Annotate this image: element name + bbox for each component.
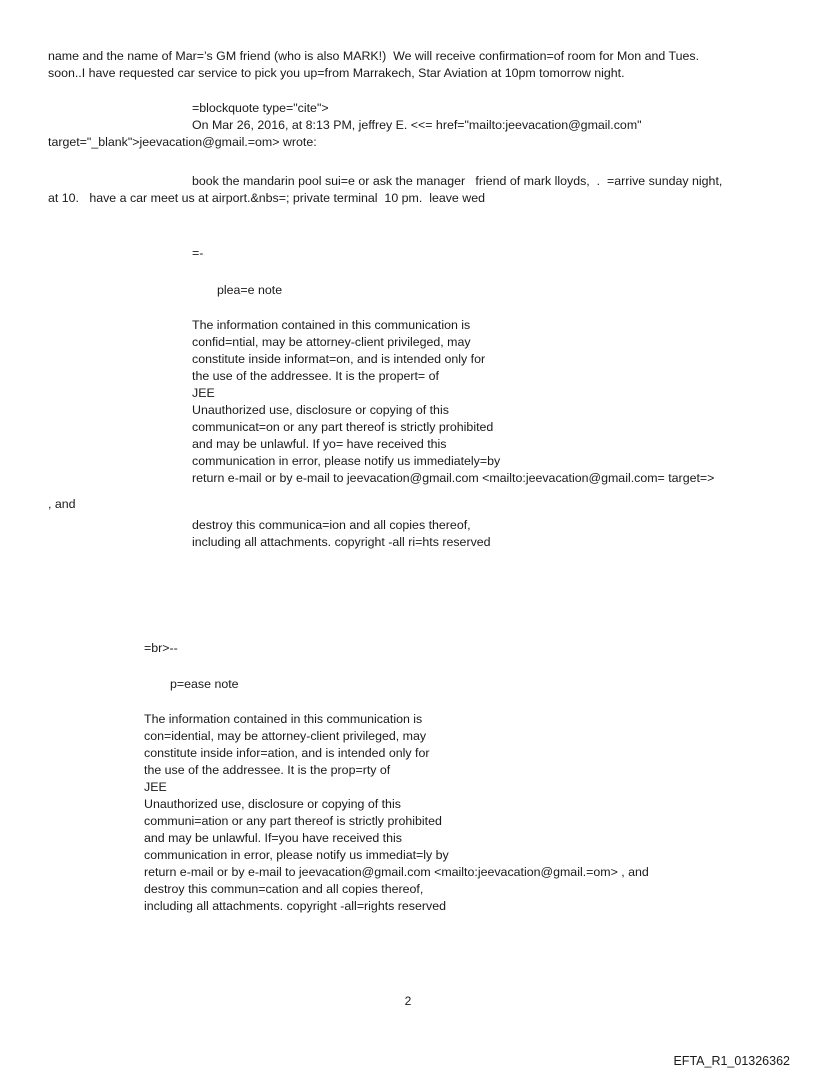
quote-attribution-line: On Mar 26, 2016, at 8:13 PM, jeffrey E. <<= href="mailto:jeevacation@gmail.com" [192,118,642,132]
inner-footer-note: plea=e note [217,283,283,297]
inner-footer-line: constitute inside informat=on, and is intended only for [192,352,486,366]
outer-footer-dash: =br>-- [144,641,178,655]
outer-footer-note: p=ease note [170,677,239,691]
inner-footer-line: return e-mail or by e-mail to jeevacation@gmail.com <mailto:jeevacation@gmail.com= target=> [192,471,715,485]
page-number: 2 [404,994,412,1008]
inner-footer-line: communicat=on or any part thereof is strictly prohibited [192,420,494,434]
quote-attribution-line: target="_blank">jeevacation@gmail.=om> wrote: [48,135,317,149]
outer-footer-line: communi=ation or any part thereof is strictly prohibited [144,814,442,828]
inner-footer-line: , and [48,497,76,511]
outer-footer-line: including all attachments. copyright -all=rights reserved [144,899,446,913]
inner-footer-line: The information contained in this communication is [192,318,471,332]
document-id: EFTA_R1_01326362 [673,1054,790,1068]
outer-footer-line: communication in error, please notify us immediat=ly by [144,848,449,862]
outer-footer-line: Unauthorized use, disclosure or copying of this [144,797,401,811]
inner-footer-dash: =- [192,246,204,260]
inner-footer-line: confid=ntial, may be attorney-client privileged, may [192,335,471,349]
outer-footer-line: and may be unlawful. If=you have received this [144,831,402,845]
outer-footer-line: destroy this commun=cation and all copies thereof, [144,882,424,896]
blockquote-tag-line: =blockquote type="cite"> [192,101,329,115]
outer-footer-line: con=idential, may be attorney-client privileged, may [144,729,427,743]
outer-footer-line: constitute inside infor=ation, and is intended only for [144,746,430,760]
outer-footer-line: JEE [144,780,167,794]
inner-footer-line: JEE [192,386,215,400]
intro-line: soon..I have requested car service to pick you up=from Marrakech, Star Aviation at 10pm tomorrow night. [48,66,625,80]
quoted-message-line: book the mandarin pool sui=e or ask the manager friend of mark lloyds, . =arrive sunday night, [192,174,723,188]
inner-footer-line: and may be unlawful. If yo= have received this [192,437,447,451]
outer-footer-line: return e-mail or by e-mail to jeevacation@gmail.com <mailto:jeevacation@gmail.=om> , and [144,865,649,879]
intro-line: name and the name of Mar=’s GM friend (who is also MARK!) We will receive confirmation=of room for Mon and Tues. [48,49,700,63]
outer-footer-line: The information contained in this communication is [144,712,423,726]
inner-footer-line: communication in error, please notify us immediately=by [192,454,501,468]
inner-footer-line: the use of the addressee. It is the propert= of [192,369,439,383]
inner-footer-line: destroy this communica=ion and all copies thereof, [192,518,471,532]
outer-footer-line: the use of the addressee. It is the prop=rty of [144,763,391,777]
inner-footer-line: including all attachments. copyright -all ri=hts reserved [192,535,491,549]
quoted-message-line: at 10. have a car meet us at airport.&nbs=; private terminal 10 pm. leave wed [48,191,485,205]
inner-footer-line: Unauthorized use, disclosure or copying of this [192,403,449,417]
